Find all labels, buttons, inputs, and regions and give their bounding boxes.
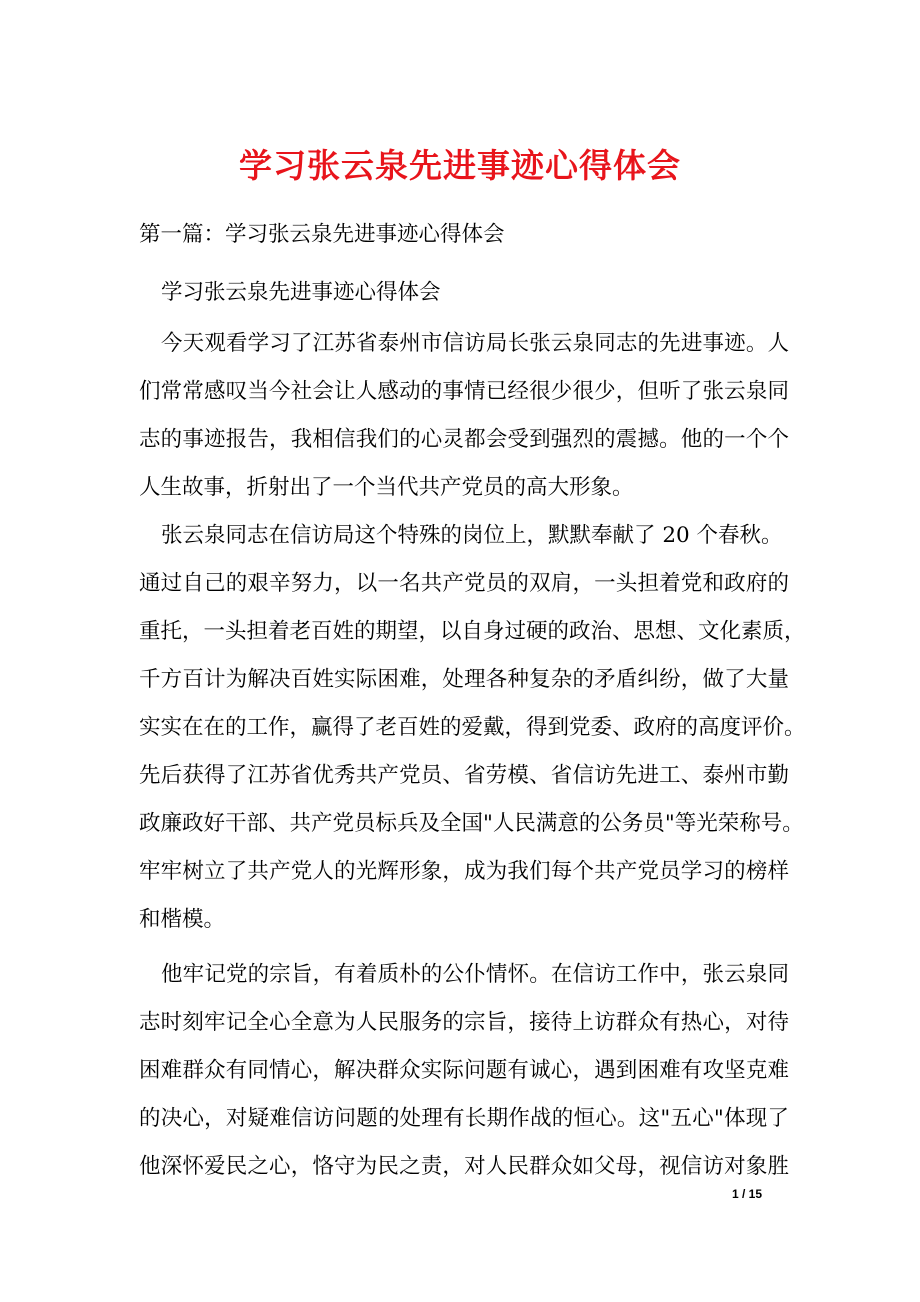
paragraph-line: 他牢记党的宗旨，有着质朴的公仆情怀。在信访工作中，张云泉同 (161, 962, 789, 987)
paragraph-line: 政廉政好干部、共产党员标兵及全国"人民满意的公务员"等光荣称号。 (139, 811, 804, 836)
paragraph-line: 和楷模。 (139, 907, 226, 932)
paragraph-line: 的决心，对疑难信访问题的处理有长期作战的恒心。这"五心"体现了 (139, 1106, 789, 1131)
paragraph-line: 实实在在的工作，赢得了老百姓的爱戴，得到党委、政府的高度评价。 (139, 715, 806, 740)
document-title: 学习张云泉先进事迹心得体会 (239, 146, 681, 185)
paragraph-line: 志的事迹报告，我相信我们的心灵都会受到强烈的震撼。他的一个个 (139, 427, 789, 452)
sub-heading: 学习张云泉先进事迹心得体会 (161, 280, 441, 305)
paragraph-line: 牢牢树立了共产党人的光辉形象，成为我们每个共产党员学习的榜样 (139, 859, 789, 884)
paragraph-line: 人生故事，折射出了一个当代共产党员的高大形象。 (139, 475, 634, 500)
paragraph-line: 今天观看学习了江苏省泰州市信访局长张云泉同志的先进事迹。人 (161, 331, 789, 356)
paragraph-line: 困难群众有同情心，解决群众实际问题有诚心，遇到困难有攻坚克难 (139, 1058, 789, 1083)
section-heading: 第一篇：学习张云泉先进事迹心得体会 (139, 222, 505, 247)
paragraph-line: 千方百计为解决百姓实际困难，处理各种复杂的矛盾纠纷，做了大量 (139, 667, 789, 692)
paragraph-line: 通过自己的艰辛努力，以一名共产党员的双肩，一头担着党和政府的 (139, 571, 789, 596)
paragraph-line: 志时刻牢记全心全意为人民服务的宗旨，接待上访群众有热心，对待 (139, 1010, 789, 1035)
paragraph-line: 张云泉同志在信访局这个特殊的岗位上，默默奉献了 20 个春秋。 (161, 523, 783, 548)
paragraph-line: 先后获得了江苏省优秀共产党员、省劳模、省信访先进工、泰州市勤 (139, 763, 789, 788)
paragraph-line: 他深怀爱民之心，恪守为民之责，对人民群众如父母，视信访对象胜 (139, 1154, 789, 1179)
paragraph-line: 们常常感叹当今社会让人感动的事情已经很少很少，但听了张云泉同 (139, 379, 789, 404)
page-number: 1 / 15 (732, 1187, 763, 1201)
paragraph-line: 重托，一头担着老百姓的期望，以自身过硬的政治、思想、文化素质， (139, 619, 806, 644)
